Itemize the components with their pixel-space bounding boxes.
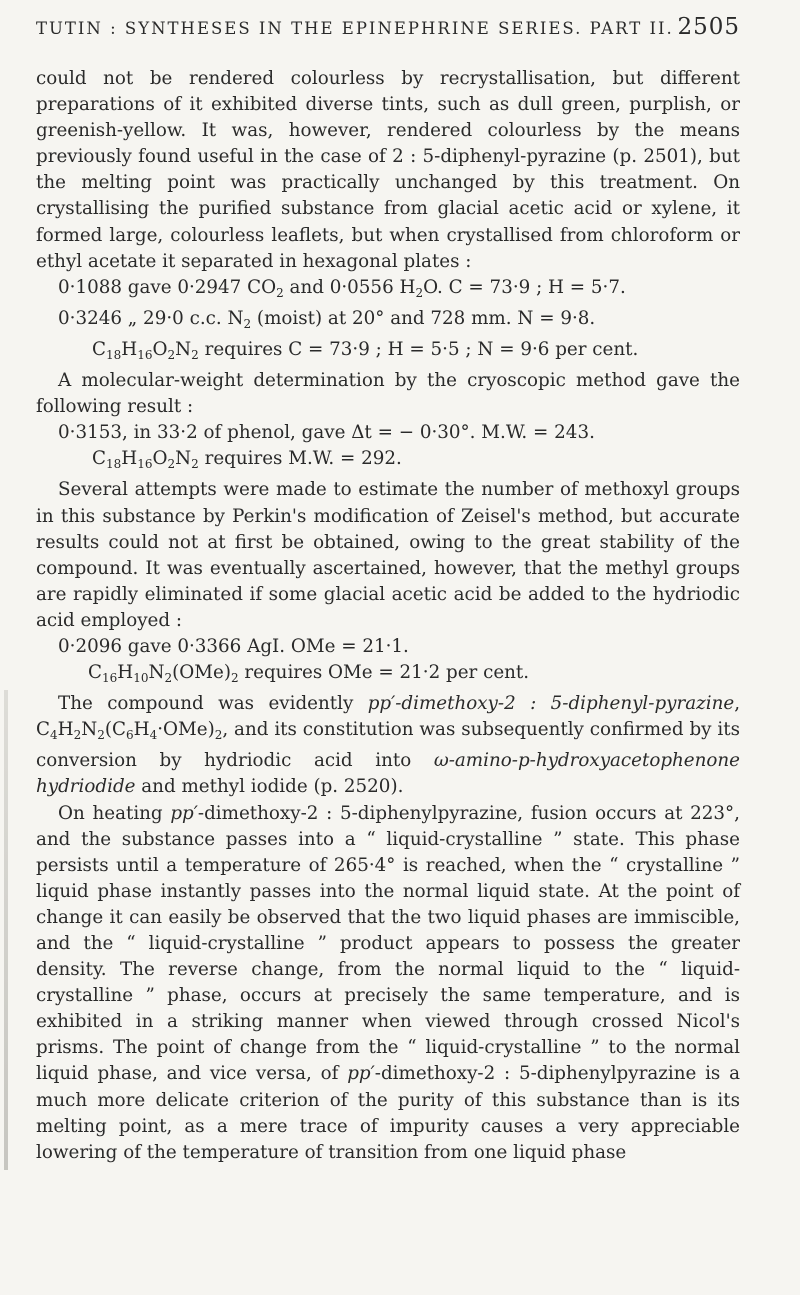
page-number: 2505 xyxy=(677,14,740,40)
page-edge-shadow xyxy=(4,690,8,1170)
paragraph-methoxyl: Several attempts were made to estimate the number of methoxyl groups in this substance by Perkin's modification of Zeisel's method, but accurate results could not at first be obtained, owing to the great stability of the compound. It was eventually ascertained, however, that the methyl groups are rapidly eliminated if some glacial acetic acid be added to the hydriodic acid employed : xyxy=(36,479,740,631)
running-head: TUTIN : SYNTHESES IN THE EPINEPHRINE SERIES. PART II. xyxy=(36,19,674,38)
analysis-line-2: 0·3246 „ 29·0 c.c. $N_2$ (moist) at 20° and 728 mm. N = 9·8. xyxy=(58,307,596,331)
paragraph-liquid-crystalline: On heating pp′-dimethoxy-2 : 5-diphenylpyrazine, fusion occurs at 223°, and the substance passes into a “ liquid-crystalline ” state. This phase persists until a temperature of 265·4° is reached, when the “ crystalline ” liquid phase instantly passes into the normal liquid state. At the point of change it can easily be observed that the two liquid phases are immiscible, and the “ liquid-crystalline ” product appears to possess the greater density. The reverse change, from the normal liquid to the “ liquid-crystalline ” phase, occurs at precisely the same temperature, and is exhibited in a striking manner when viewed through crossed Nicol's prisms. The point of change from the “ liquid-crystalline ” to the normal liquid phase, and vice versa, of pp′-dimethoxy-2 : 5-diphenylpyrazine is a much more delicate criterion of the purity of this substance than is its melting point, as a mere trace of impurity causes a very appreciable lowering of the temperature of transition from one liquid phase xyxy=(36,802,740,1163)
mw-requires: $C_{18}H_{16}O_2N_2$ requires M.W. = 292. xyxy=(92,448,402,472)
paragraph-crystallisation: could not be rendered colourless by recrystallisation, but different preparations of it exhibited diverse tints, such as dull green, purplish, or greenish-yellow. It was, however, rendered colourless by the means previously found useful in the case of 2 : 5-diphenyl-pyrazine (p. 2501), but the melting point was practically unchanged by this treatment. On crystallising the purified substance from glacial acetic acid or xylene, it formed large, colourless leaflets, but when crystallised from chloroform or ethyl acetate it separated in hexagonal plates : xyxy=(36,68,740,272)
mw-line-1: 0·3153, in 33·2 of phenol, gave Δt = − 0·30°. M.W. = 243. xyxy=(58,422,595,444)
analysis-requires: $C_{18}H_{16}O_2N_2$ requires C = 73·9 ; H = 5·5 ; N = 9·6 per cent. xyxy=(92,338,639,362)
analysis-line-1: 0·1088 gave 0·2947 $CO_2$ and 0·0556 $H_2O$. C = 73·9 ; H = 5·7. xyxy=(58,276,626,300)
methoxyl-line-1: 0·2096 gave 0·3366 AgI. OMe = 21·1. xyxy=(58,635,409,657)
paragraph-molecular-weight: A molecular-weight determination by the cryoscopic method gave the following result : xyxy=(36,370,740,418)
page-header xyxy=(36,14,740,40)
methoxyl-requires: $C_{16}H_{10}N_2(OMe)_2$ requires OMe = 21·2 per cent. xyxy=(88,662,530,686)
paragraph-compound-identity: The compound was evidently pp′-dimethoxy-2 : 5-diphenyl-pyrazine, $C_4H_2N_2(C_6H_4\cdot OMe)_2$, and its constitution was subsequently confirmed by its conversion by hydriodic acid into ω-amino-p-hydroxyacetophenone hydriodide and methyl iodide (p. 2520). xyxy=(36,693,740,798)
